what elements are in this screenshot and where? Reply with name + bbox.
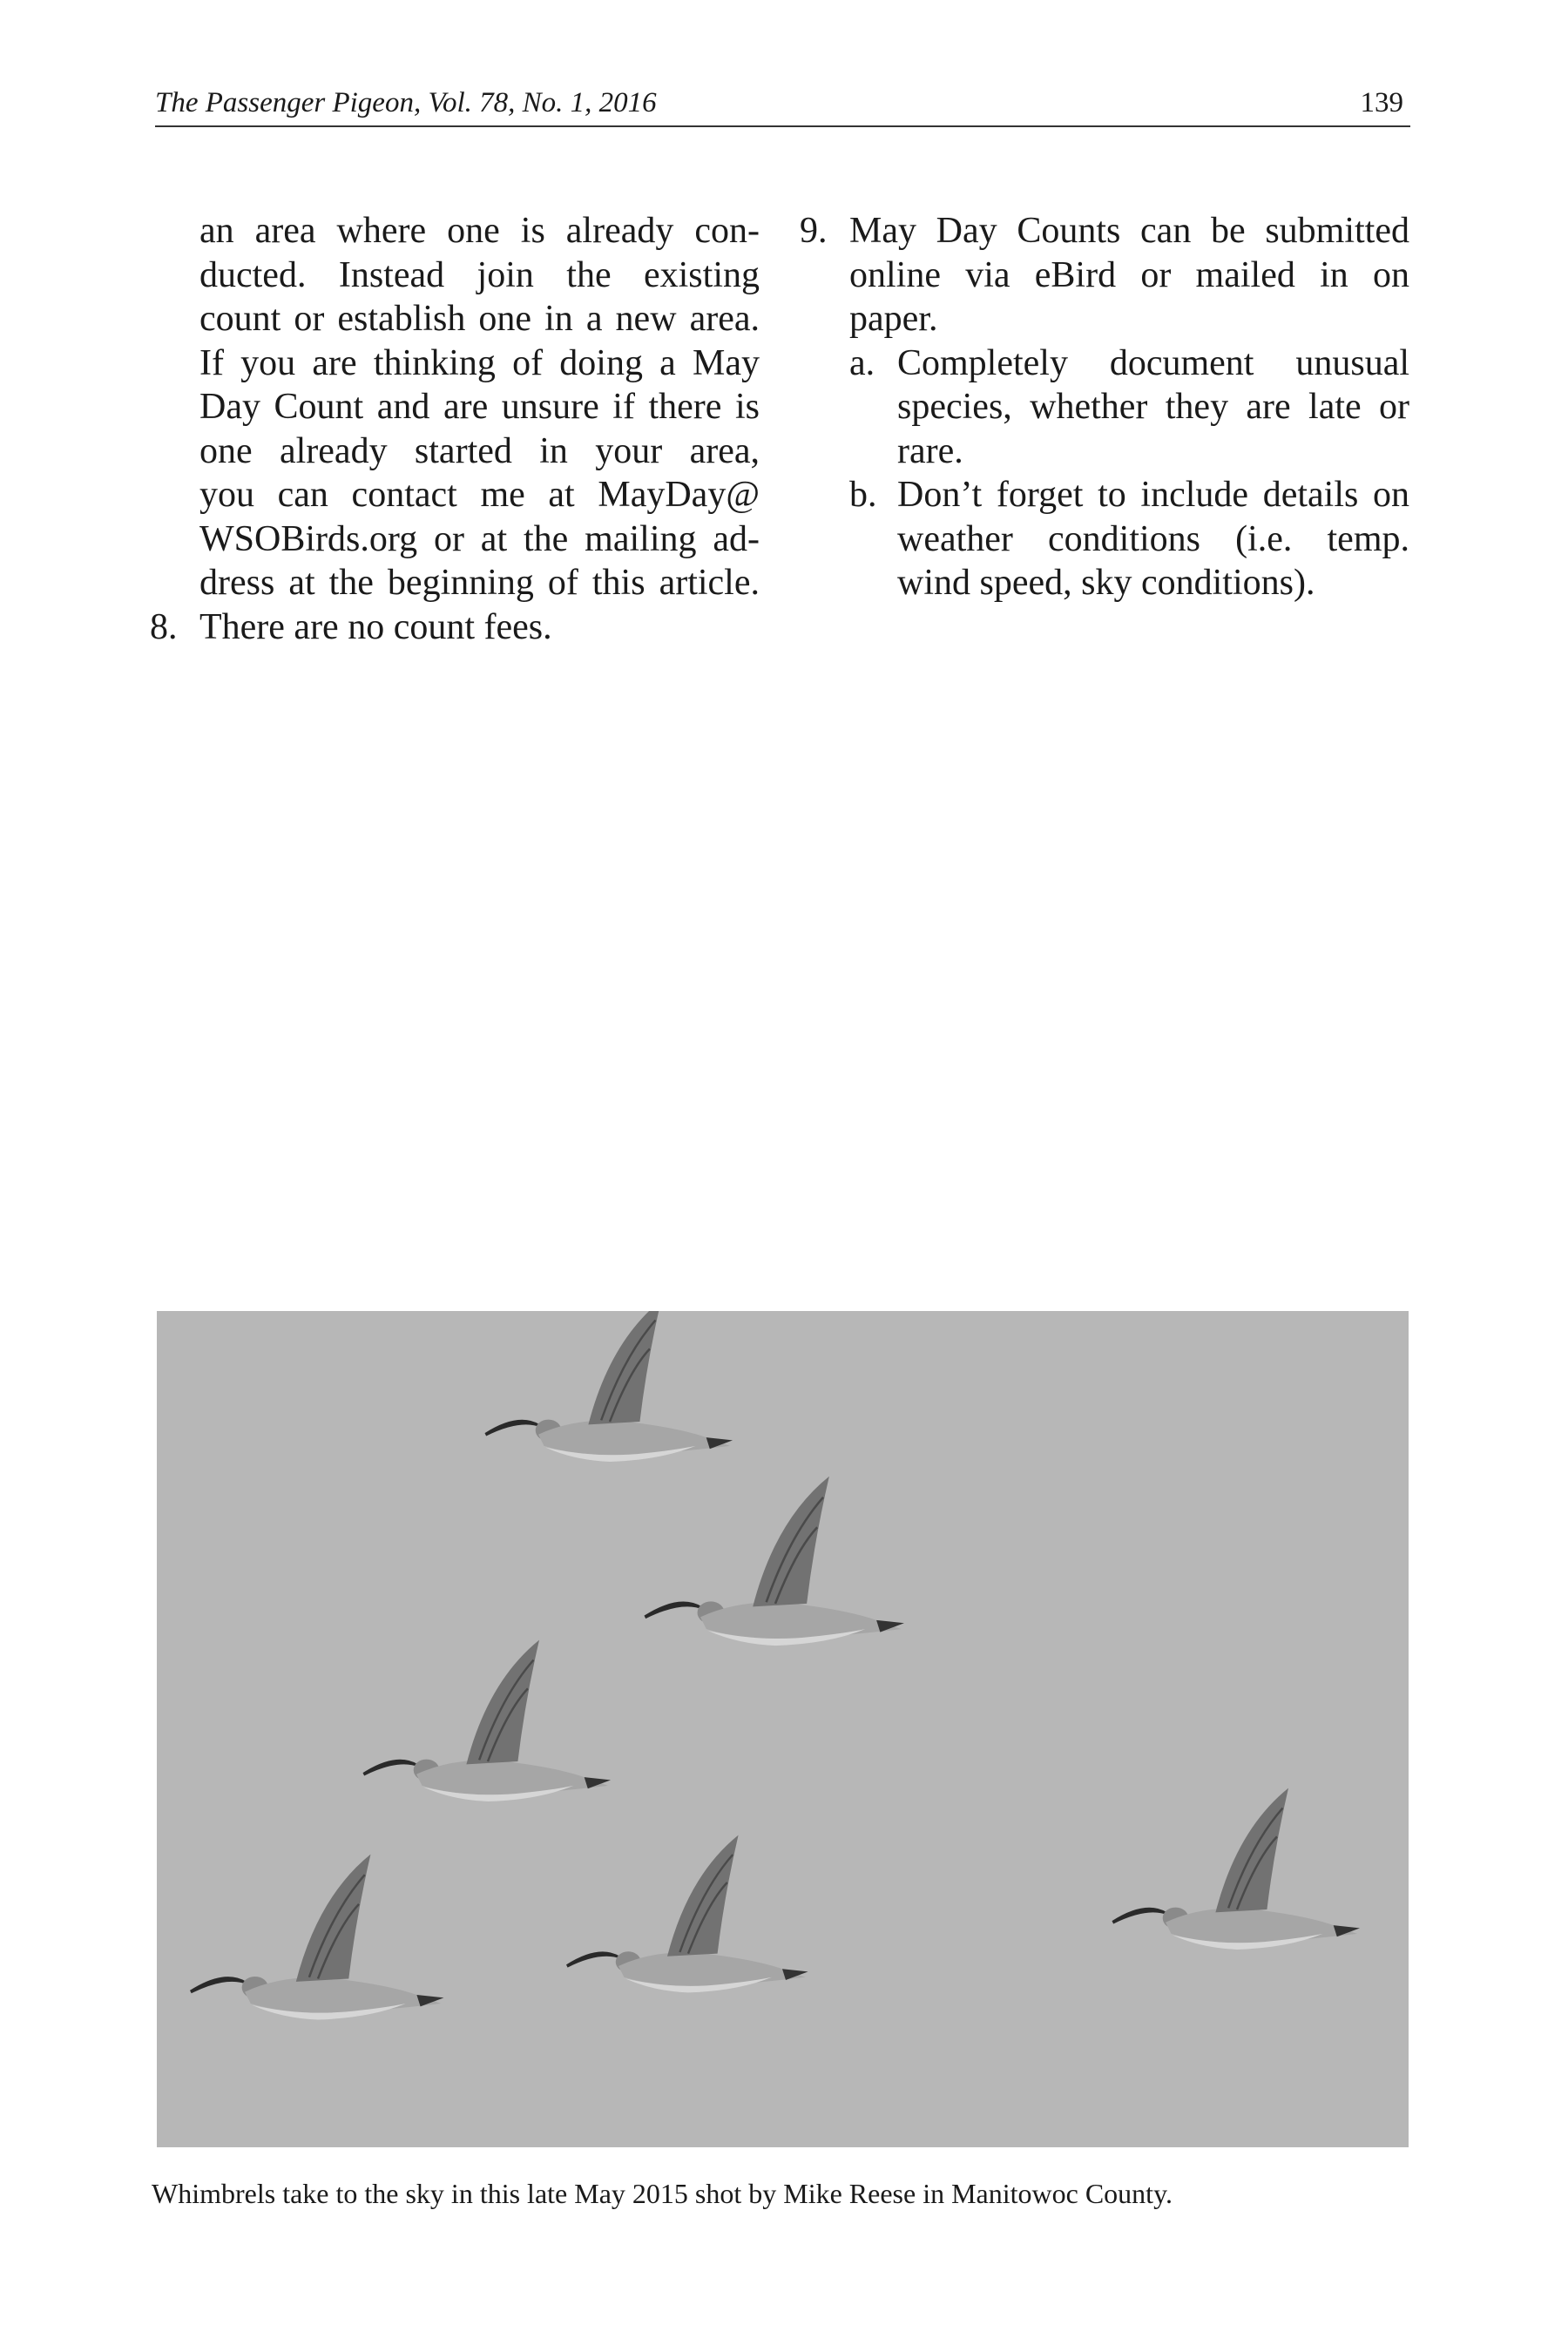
- whimbrel-photo: [157, 1311, 1409, 2147]
- continued-paragraph: [150, 209, 760, 605]
- text-line: an area where one is already con-: [199, 211, 760, 251]
- text-line: ducted. Instead join the existing: [199, 254, 760, 295]
- sub-item-a: [800, 341, 1409, 474]
- text-line: species, whether they are late or: [897, 387, 1409, 427]
- text-line: count or establish one in a new area.: [199, 299, 760, 339]
- text-line: If you are thinking of doing a May: [199, 342, 760, 383]
- whimbrel-4: [190, 1855, 443, 2020]
- whimbrel-5: [566, 1835, 808, 1993]
- whimbrel-1: [485, 1311, 733, 1462]
- text-line: WSOBirds.org or at the mailing ad-: [199, 518, 760, 559]
- text-line: Completely document unusual: [897, 342, 1409, 383]
- journal-title: The Passenger Pigeon, Vol. 78, No. 1, 2016: [155, 87, 657, 118]
- text-line: dress at the beginning of this article.: [199, 563, 760, 603]
- list-item-9: [800, 209, 1409, 341]
- right-column: [800, 209, 1409, 605]
- text-line: online via eBird or mailed in on: [849, 254, 1409, 295]
- item-letter: b.: [849, 475, 877, 515]
- text-line: wind speed, sky conditions).: [897, 563, 1315, 603]
- page-number: 139: [1360, 87, 1403, 118]
- whimbrel-6: [1112, 1788, 1361, 1950]
- text-line: May Day Counts can be submitted: [849, 211, 1409, 251]
- text-line: one already started in your area,: [199, 430, 760, 471]
- item-number: 8.: [150, 606, 178, 647]
- figure-caption: Whimbrels take to the sky in this late May 2015 shot by Mike Reese in Manitowoc County.: [152, 2178, 1173, 2209]
- text-line: Don’t forget to include details on: [897, 475, 1409, 515]
- text-line: paper.: [849, 299, 938, 339]
- item-number: 9.: [800, 211, 828, 251]
- text-line: you can contact me at MayDay@: [199, 475, 760, 515]
- whimbrel-3: [363, 1640, 612, 1801]
- text-line: weather conditions (i.e. temp.: [897, 518, 1409, 559]
- text-line: Day Count and are unsure if there is: [199, 387, 760, 427]
- sub-item-b: [800, 473, 1409, 605]
- text-line: There are no count fees.: [199, 606, 552, 647]
- left-column: [150, 209, 760, 649]
- item-letter: a.: [849, 342, 875, 383]
- running-header: [155, 84, 1410, 127]
- text-line: rare.: [897, 430, 963, 471]
- list-item-8: [150, 605, 760, 650]
- whimbrel-2: [645, 1477, 904, 1646]
